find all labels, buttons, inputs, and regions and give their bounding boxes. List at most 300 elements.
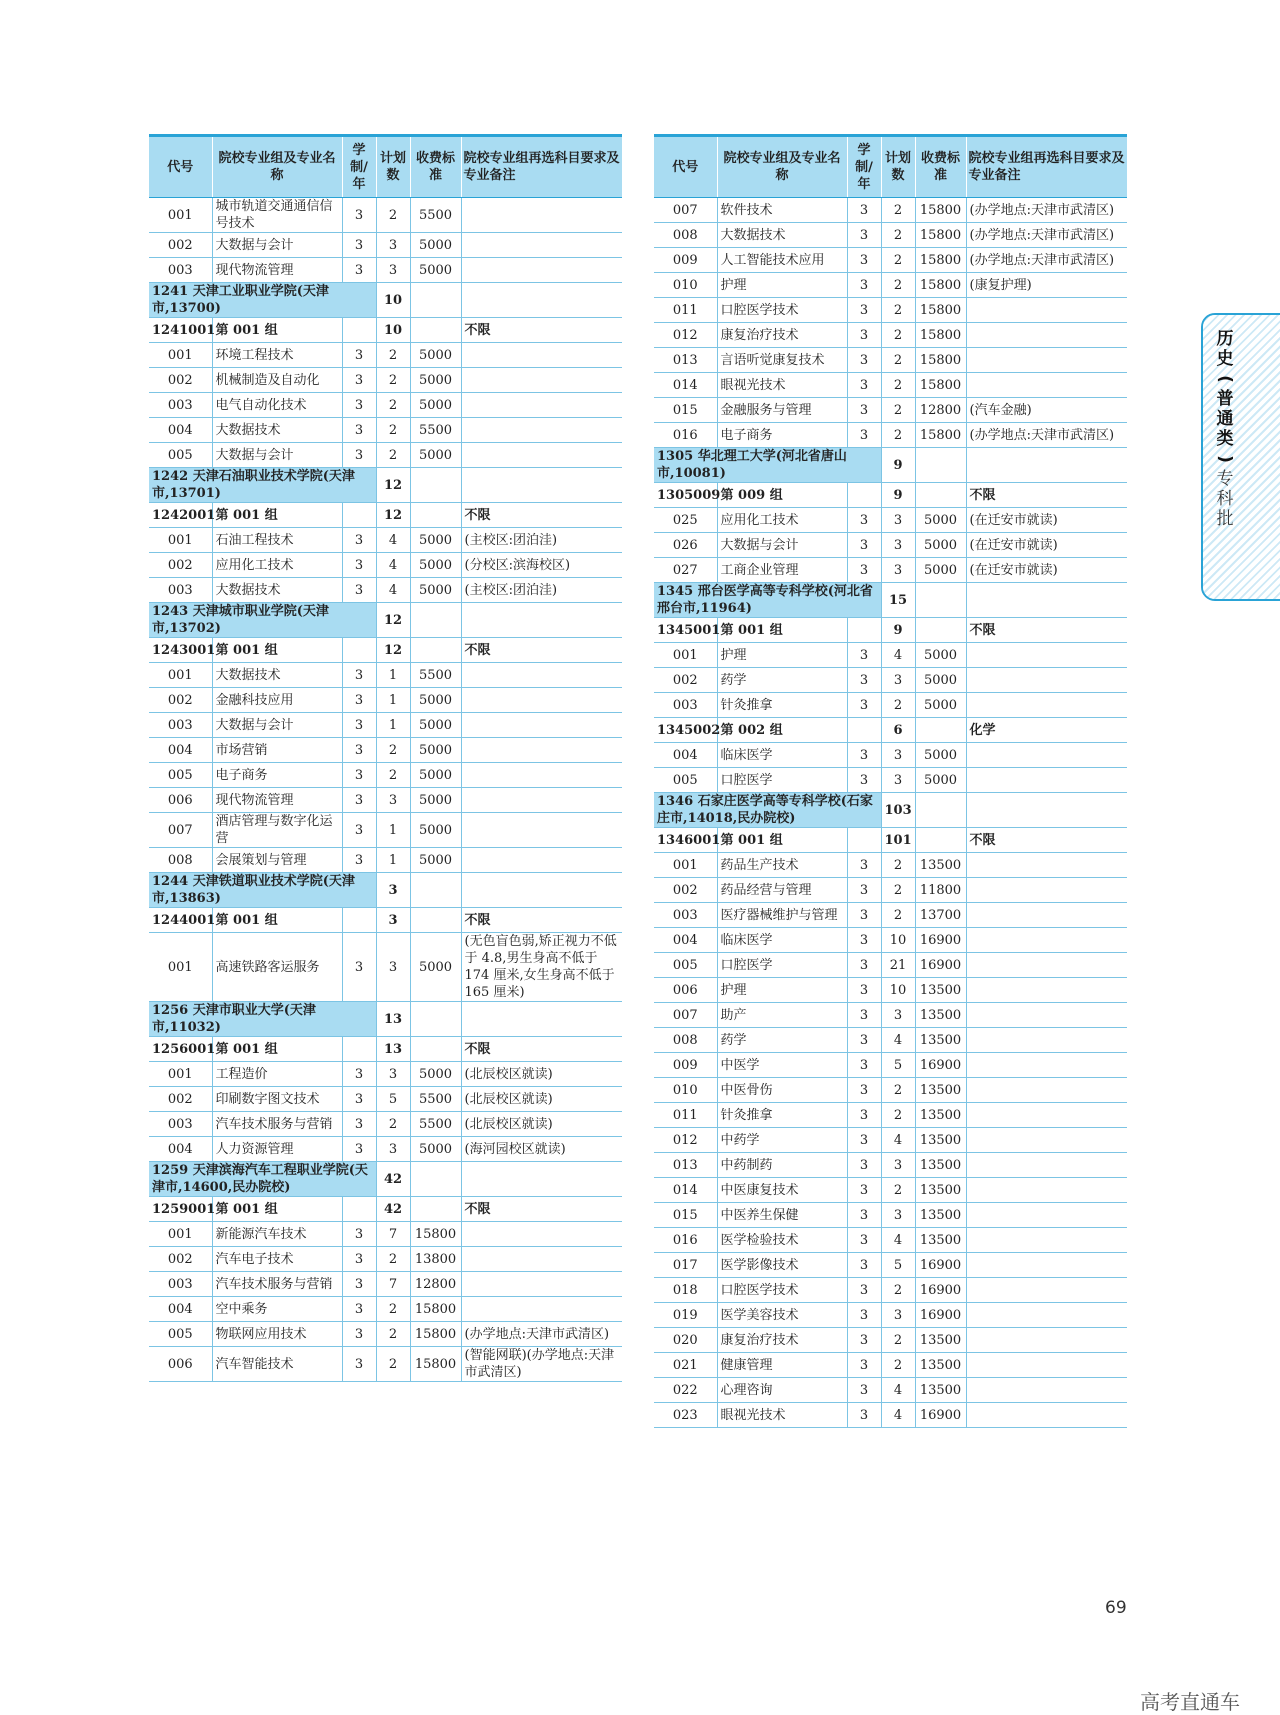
- empty-cell: [461, 603, 622, 638]
- group-row: [149, 318, 622, 343]
- major-row: [654, 768, 1127, 793]
- major-name: 健康管理: [717, 1353, 847, 1378]
- major-name: 中医学: [717, 1053, 847, 1078]
- major-code: 019: [654, 1303, 717, 1328]
- major-row: [149, 1347, 622, 1382]
- major-row: [654, 1053, 1127, 1078]
- study-years: 3: [342, 1112, 376, 1137]
- plan-count: 2: [376, 418, 410, 443]
- group-code: 1256001: [149, 1037, 212, 1062]
- major-notes: [966, 348, 1127, 373]
- study-years: 3: [342, 763, 376, 788]
- table-body-left: [149, 198, 622, 1382]
- major-name: 人工智能技术应用: [717, 248, 847, 273]
- school-name: 1243 天津城市职业学院(天津市,13702): [149, 603, 376, 638]
- major-code: 005: [654, 768, 717, 793]
- group-name: 第 001 组: [212, 1197, 342, 1222]
- tuition-fee: 5000: [410, 713, 461, 738]
- major-code: 002: [654, 878, 717, 903]
- empty-cell: [410, 1037, 461, 1062]
- tuition-fee: 13500: [915, 1028, 966, 1053]
- major-code: 002: [654, 668, 717, 693]
- major-name: 现代物流管理: [212, 788, 342, 813]
- major-name: 大数据技术: [717, 223, 847, 248]
- tuition-fee: 13500: [915, 1128, 966, 1153]
- major-row: [149, 1062, 622, 1087]
- major-name: 口腔医学: [717, 768, 847, 793]
- major-name: 大数据与会计: [212, 443, 342, 468]
- major-code: 001: [149, 933, 212, 1002]
- tuition-fee: 12800: [915, 398, 966, 423]
- table-body-right: [654, 198, 1127, 1428]
- plan-count: 3: [881, 558, 915, 583]
- major-row: [149, 443, 622, 468]
- major-code: 003: [149, 713, 212, 738]
- major-name: 临床医学: [717, 928, 847, 953]
- tuition-fee: 5000: [915, 693, 966, 718]
- subject-requirement: 不限: [966, 483, 1127, 508]
- header-years: 学制/年: [847, 136, 881, 198]
- study-years: 3: [342, 1272, 376, 1297]
- major-notes: [966, 1128, 1127, 1153]
- major-code: 013: [654, 1153, 717, 1178]
- major-row: [654, 1178, 1127, 1203]
- subject-requirement: 不限: [461, 503, 622, 528]
- major-name: 城市轨道交通通信信号技术: [212, 198, 342, 233]
- major-row: [654, 693, 1127, 718]
- tuition-fee: 16900: [915, 928, 966, 953]
- group-code: 1305009: [654, 483, 717, 508]
- study-years: 3: [847, 398, 881, 423]
- study-years: 3: [847, 323, 881, 348]
- major-row: [654, 743, 1127, 768]
- empty-cell: [847, 483, 881, 508]
- right-table-column: [654, 134, 1127, 1428]
- major-row: [654, 1028, 1127, 1053]
- major-code: 005: [149, 1322, 212, 1347]
- major-row: [149, 738, 622, 763]
- study-years: 3: [342, 553, 376, 578]
- empty-cell: [410, 638, 461, 663]
- major-code: 002: [149, 688, 212, 713]
- tuition-fee: 5000: [410, 233, 461, 258]
- plan-count: 12: [376, 468, 410, 503]
- school-name: 1305 华北理工大学(河北省唐山市,10081): [654, 448, 881, 483]
- study-years: 3: [847, 248, 881, 273]
- major-notes: [461, 1222, 622, 1247]
- tuition-fee: 13500: [915, 1153, 966, 1178]
- major-code: 002: [149, 368, 212, 393]
- empty-cell: [461, 1002, 622, 1037]
- major-notes: (主校区:团泊洼): [461, 528, 622, 553]
- plan-count: 7: [376, 1272, 410, 1297]
- study-years: 3: [847, 558, 881, 583]
- plan-count: 3: [376, 908, 410, 933]
- major-code: 015: [654, 1203, 717, 1228]
- plan-count: 2: [376, 1297, 410, 1322]
- major-notes: (分校区:滨海校区): [461, 553, 622, 578]
- empty-cell: [915, 718, 966, 743]
- major-notes: [966, 928, 1127, 953]
- plan-count: 13: [376, 1037, 410, 1062]
- empty-cell: [410, 603, 461, 638]
- plan-count: 12: [376, 503, 410, 528]
- school-name: 1241 天津工业职业学院(天津市,13700): [149, 283, 376, 318]
- major-name: 大数据与会计: [212, 233, 342, 258]
- major-row: [149, 198, 622, 233]
- study-years: 3: [847, 768, 881, 793]
- major-notes: (办学地点:天津市武清区): [966, 223, 1127, 248]
- tuition-fee: 5000: [915, 668, 966, 693]
- major-code: 012: [654, 323, 717, 348]
- study-years: 3: [342, 738, 376, 763]
- major-name: 针灸推拿: [717, 1103, 847, 1128]
- major-name: 医学美容技术: [717, 1303, 847, 1328]
- group-name: 第 001 组: [717, 828, 847, 853]
- tuition-fee: 15800: [915, 423, 966, 448]
- major-notes: [461, 763, 622, 788]
- subject-requirement: 化学: [966, 718, 1127, 743]
- major-row: [654, 1378, 1127, 1403]
- major-notes: [966, 1403, 1127, 1428]
- subject-requirement: 不限: [461, 318, 622, 343]
- group-code: 1242001: [149, 503, 212, 528]
- subject-requirement: 不限: [966, 828, 1127, 853]
- school-row: [654, 448, 1127, 483]
- major-row: [654, 878, 1127, 903]
- major-code: 001: [149, 528, 212, 553]
- major-notes: [966, 1103, 1127, 1128]
- group-name: 第 001 组: [717, 618, 847, 643]
- tuition-fee: 5000: [410, 258, 461, 283]
- major-name: 护理: [717, 643, 847, 668]
- school-row: [149, 468, 622, 503]
- group-code: 1345002: [654, 718, 717, 743]
- study-years: 3: [847, 1053, 881, 1078]
- major-code: 008: [149, 848, 212, 873]
- tuition-fee: 5000: [915, 643, 966, 668]
- major-name: 大数据与会计: [212, 713, 342, 738]
- study-years: 3: [342, 368, 376, 393]
- major-name: 口腔医学技术: [717, 1278, 847, 1303]
- tuition-fee: 15800: [915, 273, 966, 298]
- major-row: [654, 1278, 1127, 1303]
- empty-cell: [915, 828, 966, 853]
- major-code: 003: [149, 1272, 212, 1297]
- major-notes: [966, 643, 1127, 668]
- major-row: [654, 348, 1127, 373]
- plan-count: 2: [376, 198, 410, 233]
- plan-count: 2: [881, 1353, 915, 1378]
- study-years: 3: [847, 1128, 881, 1153]
- plan-count: 2: [376, 393, 410, 418]
- study-years: 3: [342, 788, 376, 813]
- major-row: [654, 903, 1127, 928]
- tuition-fee: 15800: [915, 248, 966, 273]
- major-code: 011: [654, 298, 717, 323]
- major-code: 004: [149, 738, 212, 763]
- group-code: 1244001: [149, 908, 212, 933]
- study-years: 3: [342, 933, 376, 1002]
- group-name: 第 001 组: [212, 318, 342, 343]
- tuition-fee: 15800: [410, 1322, 461, 1347]
- header-name: 院校专业组及专业名称: [717, 136, 847, 198]
- group-row: [149, 638, 622, 663]
- major-notes: [966, 853, 1127, 878]
- plan-count: 3: [881, 1203, 915, 1228]
- admissions-table-right: [654, 134, 1127, 1428]
- subject-requirement: 不限: [461, 638, 622, 663]
- plan-count: 1: [376, 688, 410, 713]
- tuition-fee: 5000: [410, 343, 461, 368]
- major-name: 医学检验技术: [717, 1228, 847, 1253]
- tuition-fee: 13500: [915, 1078, 966, 1103]
- plan-count: 2: [881, 1103, 915, 1128]
- major-name: 临床医学: [717, 743, 847, 768]
- major-name: 针灸推拿: [717, 693, 847, 718]
- study-years: 3: [847, 298, 881, 323]
- major-notes: [966, 323, 1127, 348]
- major-name: 大数据技术: [212, 578, 342, 603]
- plan-count: 3: [881, 1153, 915, 1178]
- tuition-fee: 15800: [915, 198, 966, 223]
- plan-count: 7: [376, 1222, 410, 1247]
- tuition-fee: 13700: [915, 903, 966, 928]
- plan-count: 2: [376, 443, 410, 468]
- study-years: 3: [342, 848, 376, 873]
- major-row: [149, 688, 622, 713]
- group-row: [654, 618, 1127, 643]
- tuition-fee: 13500: [915, 853, 966, 878]
- study-years: 3: [847, 1253, 881, 1278]
- tuition-fee: 15800: [915, 323, 966, 348]
- major-name: 中医养生保健: [717, 1203, 847, 1228]
- plan-count: 2: [881, 198, 915, 223]
- study-years: 3: [847, 533, 881, 558]
- study-years: 3: [342, 393, 376, 418]
- plan-count: 12: [376, 603, 410, 638]
- major-row: [149, 713, 622, 738]
- header-fee: 收费标准: [410, 136, 461, 198]
- study-years: 3: [847, 1303, 881, 1328]
- major-row: [654, 668, 1127, 693]
- major-code: 011: [654, 1103, 717, 1128]
- study-years: 3: [847, 643, 881, 668]
- plan-count: 2: [376, 1247, 410, 1272]
- major-notes: [966, 1078, 1127, 1103]
- group-name: 第 009 组: [717, 483, 847, 508]
- side-tab-char: 批: [1216, 509, 1234, 529]
- plan-count: 3: [881, 508, 915, 533]
- major-name: 中医康复技术: [717, 1178, 847, 1203]
- group-row: [149, 1197, 622, 1222]
- tuition-fee: 13500: [915, 1003, 966, 1028]
- study-years: 3: [847, 903, 881, 928]
- major-name: 应用化工技术: [212, 553, 342, 578]
- major-notes: (北辰校区就读): [461, 1087, 622, 1112]
- side-tab-batch: [1211, 469, 1239, 529]
- school-name: 1259 天津滨海汽车工程职业学院(天津市,14600,民办院校): [149, 1162, 376, 1197]
- empty-cell: [410, 468, 461, 503]
- major-notes: [461, 688, 622, 713]
- major-name: 人力资源管理: [212, 1137, 342, 1162]
- study-years: 3: [847, 373, 881, 398]
- major-name: 中药学: [717, 1128, 847, 1153]
- major-code: 008: [654, 223, 717, 248]
- major-code: 016: [654, 423, 717, 448]
- study-years: 3: [342, 1247, 376, 1272]
- study-years: 3: [342, 1087, 376, 1112]
- major-name: 口腔医学技术: [717, 298, 847, 323]
- study-years: 3: [342, 258, 376, 283]
- major-code: 007: [149, 813, 212, 848]
- major-code: 003: [149, 393, 212, 418]
- tuition-fee: 13500: [915, 1353, 966, 1378]
- major-notes: (办学地点:天津市武清区): [461, 1322, 622, 1347]
- major-code: 001: [654, 853, 717, 878]
- plan-count: 3: [376, 933, 410, 1002]
- major-notes: [966, 1278, 1127, 1303]
- study-years: 3: [847, 953, 881, 978]
- tuition-fee: 16900: [915, 1278, 966, 1303]
- major-name: 高速铁路客运服务: [212, 933, 342, 1002]
- major-notes: (办学地点:天津市武清区): [966, 423, 1127, 448]
- major-code: 001: [149, 1062, 212, 1087]
- group-row: [149, 1037, 622, 1062]
- plan-count: 2: [881, 423, 915, 448]
- plan-count: 2: [881, 1178, 915, 1203]
- major-notes: [966, 1303, 1127, 1328]
- major-name: 汽车电子技术: [212, 1247, 342, 1272]
- major-code: 005: [149, 763, 212, 788]
- study-years: 3: [847, 1228, 881, 1253]
- major-code: 003: [654, 693, 717, 718]
- major-code: 002: [149, 233, 212, 258]
- major-name: 心理咨询: [717, 1378, 847, 1403]
- plan-count: 2: [881, 1328, 915, 1353]
- plan-count: 2: [881, 248, 915, 273]
- major-notes: [461, 713, 622, 738]
- plan-count: 103: [881, 793, 915, 828]
- empty-cell: [410, 503, 461, 528]
- major-code: 003: [149, 578, 212, 603]
- major-code: 002: [149, 1087, 212, 1112]
- empty-cell: [410, 1197, 461, 1222]
- group-row: [654, 718, 1127, 743]
- major-code: 021: [654, 1353, 717, 1378]
- major-row: [149, 1087, 622, 1112]
- study-years: 3: [847, 1278, 881, 1303]
- subject-requirement: 不限: [461, 1037, 622, 1062]
- major-name: 软件技术: [717, 198, 847, 223]
- group-code: 1259001: [149, 1197, 212, 1222]
- empty-cell: [966, 793, 1127, 828]
- major-notes: [461, 343, 622, 368]
- major-notes: [966, 1153, 1127, 1178]
- empty-cell: [461, 1162, 622, 1197]
- plan-count: 2: [376, 1112, 410, 1137]
- major-name: 新能源汽车技术: [212, 1222, 342, 1247]
- plan-count: 4: [881, 1378, 915, 1403]
- major-notes: (无色盲色弱,矫正视力不低于 4.8,男生身高不低于 174 厘米,女生身高不低于 165 厘米): [461, 933, 622, 1002]
- major-row: [654, 1078, 1127, 1103]
- empty-cell: [847, 828, 881, 853]
- major-name: 汽车技术服务与营销: [212, 1112, 342, 1137]
- admissions-table-left: [149, 134, 622, 1382]
- major-row: [654, 1153, 1127, 1178]
- tuition-fee: 15800: [410, 1347, 461, 1382]
- major-code: 006: [149, 1347, 212, 1382]
- study-years: 3: [342, 343, 376, 368]
- major-notes: [461, 1297, 622, 1322]
- side-tab-category: [1211, 369, 1239, 469]
- major-row: [149, 1297, 622, 1322]
- table-header-row: [654, 136, 1127, 198]
- plan-count: 2: [376, 368, 410, 393]
- major-code: 004: [149, 1137, 212, 1162]
- major-code: 022: [654, 1378, 717, 1403]
- major-row: [149, 1272, 622, 1297]
- tuition-fee: 15800: [410, 1297, 461, 1322]
- major-name: 电子商务: [717, 423, 847, 448]
- major-notes: [461, 368, 622, 393]
- major-row: [654, 423, 1127, 448]
- major-code: 004: [149, 1297, 212, 1322]
- school-name: 1242 天津石油职业技术学院(天津市,13701): [149, 468, 376, 503]
- empty-cell: [461, 283, 622, 318]
- tuition-fee: 13500: [915, 1178, 966, 1203]
- major-notes: (在迁安市就读): [966, 508, 1127, 533]
- school-name: 1256 天津市职业大学(天津市,11032): [149, 1002, 376, 1037]
- major-notes: [461, 788, 622, 813]
- side-tab-char: ): [1215, 455, 1235, 463]
- plan-count: 9: [881, 448, 915, 483]
- major-code: 016: [654, 1228, 717, 1253]
- subject-requirement: 不限: [461, 908, 622, 933]
- school-row: [654, 793, 1127, 828]
- plan-count: 1: [376, 848, 410, 873]
- tuition-fee: 5000: [410, 813, 461, 848]
- tuition-fee: 5000: [410, 933, 461, 1002]
- tuition-fee: 15800: [915, 348, 966, 373]
- major-row: [654, 928, 1127, 953]
- tuition-fee: 13500: [915, 978, 966, 1003]
- empty-cell: [410, 283, 461, 318]
- major-notes: [966, 1203, 1127, 1228]
- major-row: [149, 233, 622, 258]
- tuition-fee: 13500: [915, 1328, 966, 1353]
- group-name: 第 001 组: [212, 1037, 342, 1062]
- tuition-fee: 16900: [915, 1253, 966, 1278]
- empty-cell: [915, 583, 966, 618]
- tuition-fee: 12800: [410, 1272, 461, 1297]
- major-notes: [966, 1003, 1127, 1028]
- empty-cell: [410, 873, 461, 908]
- major-name: 市场营销: [212, 738, 342, 763]
- major-row: [654, 1228, 1127, 1253]
- study-years: 3: [342, 713, 376, 738]
- major-notes: (办学地点:天津市武清区): [966, 198, 1127, 223]
- study-years: 3: [342, 663, 376, 688]
- major-notes: [966, 373, 1127, 398]
- group-name: 第 001 组: [212, 638, 342, 663]
- major-code: 002: [149, 553, 212, 578]
- group-name: 第 001 组: [212, 908, 342, 933]
- major-name: 金融科技应用: [212, 688, 342, 713]
- header-code: 代号: [149, 136, 212, 198]
- major-row: [654, 1253, 1127, 1278]
- major-name: 应用化工技术: [717, 508, 847, 533]
